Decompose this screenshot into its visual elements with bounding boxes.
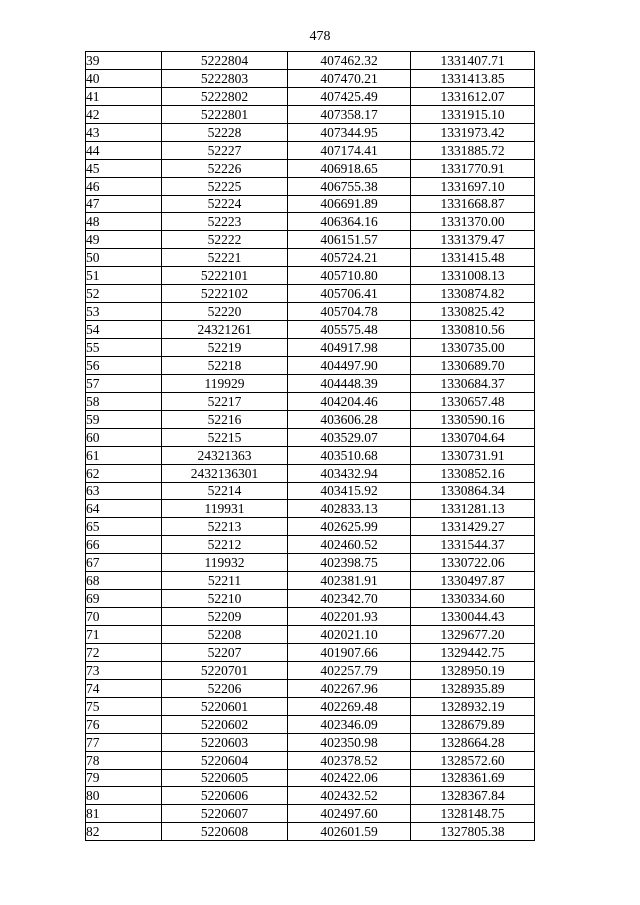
table-row: [86, 787, 535, 805]
row-number-cell: 70: [86, 608, 162, 626]
table-row: [86, 536, 535, 554]
x-coordinate-cell: 406918.65: [288, 159, 411, 177]
row-number-cell: 52: [86, 285, 162, 303]
row-number-cell: 81: [86, 805, 162, 823]
row-number-cell: 49: [86, 231, 162, 249]
x-coordinate-cell: 406755.38: [288, 177, 411, 195]
row-number-cell: 75: [86, 697, 162, 715]
x-coordinate-cell: 402460.52: [288, 536, 411, 554]
y-coordinate-cell: 1331612.07: [411, 87, 535, 105]
x-coordinate-cell: 403510.68: [288, 446, 411, 464]
y-coordinate-cell: 1330874.82: [411, 285, 535, 303]
y-coordinate-cell: 1331407.71: [411, 52, 535, 70]
y-coordinate-cell: 1329442.75: [411, 643, 535, 661]
table-row: [86, 751, 535, 769]
y-coordinate-cell: 1330864.34: [411, 482, 535, 500]
row-number-cell: 42: [86, 105, 162, 123]
point-id-cell: 52206: [162, 679, 288, 697]
point-id-cell: 5222804: [162, 52, 288, 70]
y-coordinate-cell: 1331668.87: [411, 195, 535, 213]
point-id-cell: 52224: [162, 195, 288, 213]
row-number-cell: 65: [86, 518, 162, 536]
table-row: [86, 141, 535, 159]
table-row: [86, 428, 535, 446]
y-coordinate-cell: 1331885.72: [411, 141, 535, 159]
y-coordinate-cell: 1331008.13: [411, 267, 535, 285]
y-coordinate-cell: 1331544.37: [411, 536, 535, 554]
y-coordinate-cell: 1329677.20: [411, 626, 535, 644]
point-id-cell: 52214: [162, 482, 288, 500]
point-id-cell: 5220608: [162, 823, 288, 841]
table-row: [86, 661, 535, 679]
table-row: [86, 356, 535, 374]
point-id-cell: 52222: [162, 231, 288, 249]
point-id-cell: 5222101: [162, 267, 288, 285]
page-number: 478: [309, 29, 331, 44]
y-coordinate-cell: 1331770.91: [411, 159, 535, 177]
table-row: [86, 697, 535, 715]
x-coordinate-cell: 405706.41: [288, 285, 411, 303]
x-coordinate-cell: 403606.28: [288, 410, 411, 428]
point-id-cell: 119931: [162, 500, 288, 518]
y-coordinate-cell: 1331413.85: [411, 69, 535, 87]
row-number-cell: 71: [86, 626, 162, 644]
point-id-cell: 5220603: [162, 733, 288, 751]
x-coordinate-cell: 402497.60: [288, 805, 411, 823]
point-id-cell: 24321363: [162, 446, 288, 464]
row-number-cell: 39: [86, 52, 162, 70]
table-row: [86, 464, 535, 482]
point-id-cell: 52226: [162, 159, 288, 177]
table-row: [86, 52, 535, 70]
point-id-cell: 52213: [162, 518, 288, 536]
x-coordinate-cell: 403415.92: [288, 482, 411, 500]
point-id-cell: 5220605: [162, 769, 288, 787]
x-coordinate-cell: 405575.48: [288, 321, 411, 339]
x-coordinate-cell: 407470.21: [288, 69, 411, 87]
row-number-cell: 63: [86, 482, 162, 500]
point-id-cell: 5222802: [162, 87, 288, 105]
point-id-cell: 119929: [162, 374, 288, 392]
y-coordinate-cell: 1328367.84: [411, 787, 535, 805]
y-coordinate-cell: 1331915.10: [411, 105, 535, 123]
row-number-cell: 72: [86, 643, 162, 661]
row-number-cell: 50: [86, 249, 162, 267]
point-id-cell: 52210: [162, 590, 288, 608]
table-row: [86, 590, 535, 608]
table-row: [86, 554, 535, 572]
point-id-cell: 52227: [162, 141, 288, 159]
point-id-cell: 52223: [162, 213, 288, 231]
y-coordinate-cell: 1331697.10: [411, 177, 535, 195]
point-id-cell: 52218: [162, 356, 288, 374]
table-row: [86, 303, 535, 321]
x-coordinate-cell: 407462.32: [288, 52, 411, 70]
x-coordinate-cell: 402381.91: [288, 572, 411, 590]
row-number-cell: 67: [86, 554, 162, 572]
table-row: [86, 231, 535, 249]
x-coordinate-cell: 402422.06: [288, 769, 411, 787]
row-number-cell: 82: [86, 823, 162, 841]
x-coordinate-cell: 402021.10: [288, 626, 411, 644]
point-id-cell: 2432136301: [162, 464, 288, 482]
point-id-cell: 52228: [162, 123, 288, 141]
y-coordinate-cell: 1330334.60: [411, 590, 535, 608]
table-row: [86, 823, 535, 841]
y-coordinate-cell: 1330590.16: [411, 410, 535, 428]
x-coordinate-cell: 407174.41: [288, 141, 411, 159]
x-coordinate-cell: 405704.78: [288, 303, 411, 321]
table-row: [86, 392, 535, 410]
y-coordinate-cell: 1331973.42: [411, 123, 535, 141]
x-coordinate-cell: 402378.52: [288, 751, 411, 769]
row-number-cell: 44: [86, 141, 162, 159]
point-id-cell: 5220607: [162, 805, 288, 823]
x-coordinate-cell: 403432.94: [288, 464, 411, 482]
coordinates-table-body: [86, 52, 535, 841]
row-number-cell: 66: [86, 536, 162, 554]
table-row: [86, 374, 535, 392]
table-row: [86, 285, 535, 303]
point-id-cell: 52207: [162, 643, 288, 661]
x-coordinate-cell: 402432.52: [288, 787, 411, 805]
y-coordinate-cell: 1330684.37: [411, 374, 535, 392]
x-coordinate-cell: 404448.39: [288, 374, 411, 392]
row-number-cell: 74: [86, 679, 162, 697]
table-row: [86, 482, 535, 500]
y-coordinate-cell: 1331379.47: [411, 231, 535, 249]
point-id-cell: 52209: [162, 608, 288, 626]
x-coordinate-cell: 406364.16: [288, 213, 411, 231]
row-number-cell: 64: [86, 500, 162, 518]
point-id-cell: 24321261: [162, 321, 288, 339]
x-coordinate-cell: 403529.07: [288, 428, 411, 446]
row-number-cell: 56: [86, 356, 162, 374]
table-row: [86, 626, 535, 644]
row-number-cell: 76: [86, 715, 162, 733]
row-number-cell: 45: [86, 159, 162, 177]
point-id-cell: 119932: [162, 554, 288, 572]
y-coordinate-cell: 1327805.38: [411, 823, 535, 841]
row-number-cell: 51: [86, 267, 162, 285]
point-id-cell: 52216: [162, 410, 288, 428]
x-coordinate-cell: 402625.99: [288, 518, 411, 536]
y-coordinate-cell: 1331281.13: [411, 500, 535, 518]
row-number-cell: 79: [86, 769, 162, 787]
row-number-cell: 48: [86, 213, 162, 231]
row-number-cell: 69: [86, 590, 162, 608]
row-number-cell: 53: [86, 303, 162, 321]
coordinates-table: [85, 51, 535, 841]
point-id-cell: 52215: [162, 428, 288, 446]
table-row: [86, 679, 535, 697]
row-number-cell: 55: [86, 339, 162, 357]
row-number-cell: 61: [86, 446, 162, 464]
y-coordinate-cell: 1328932.19: [411, 697, 535, 715]
point-id-cell: 5222102: [162, 285, 288, 303]
x-coordinate-cell: 402346.09: [288, 715, 411, 733]
y-coordinate-cell: 1330044.43: [411, 608, 535, 626]
x-coordinate-cell: 402833.13: [288, 500, 411, 518]
row-number-cell: 57: [86, 374, 162, 392]
row-number-cell: 40: [86, 69, 162, 87]
y-coordinate-cell: 1328361.69: [411, 769, 535, 787]
point-id-cell: 5222803: [162, 69, 288, 87]
point-id-cell: 5220604: [162, 751, 288, 769]
table-row: [86, 177, 535, 195]
point-id-cell: 5220701: [162, 661, 288, 679]
y-coordinate-cell: 1330657.48: [411, 392, 535, 410]
row-number-cell: 41: [86, 87, 162, 105]
table-row: [86, 195, 535, 213]
x-coordinate-cell: 407358.17: [288, 105, 411, 123]
y-coordinate-cell: 1328572.60: [411, 751, 535, 769]
y-coordinate-cell: 1330731.91: [411, 446, 535, 464]
table-row: [86, 105, 535, 123]
table-row: [86, 87, 535, 105]
x-coordinate-cell: 407425.49: [288, 87, 411, 105]
x-coordinate-cell: 402601.59: [288, 823, 411, 841]
row-number-cell: 58: [86, 392, 162, 410]
y-coordinate-cell: 1328148.75: [411, 805, 535, 823]
y-coordinate-cell: 1330810.56: [411, 321, 535, 339]
y-coordinate-cell: 1330852.16: [411, 464, 535, 482]
point-id-cell: 52212: [162, 536, 288, 554]
x-coordinate-cell: 402201.93: [288, 608, 411, 626]
x-coordinate-cell: 402269.48: [288, 697, 411, 715]
row-number-cell: 78: [86, 751, 162, 769]
point-id-cell: 5220601: [162, 697, 288, 715]
row-number-cell: 43: [86, 123, 162, 141]
table-row: [86, 572, 535, 590]
row-number-cell: 59: [86, 410, 162, 428]
y-coordinate-cell: 1330497.87: [411, 572, 535, 590]
x-coordinate-cell: 406151.57: [288, 231, 411, 249]
y-coordinate-cell: 1330689.70: [411, 356, 535, 374]
point-id-cell: 52208: [162, 626, 288, 644]
x-coordinate-cell: 407344.95: [288, 123, 411, 141]
y-coordinate-cell: 1331370.00: [411, 213, 535, 231]
y-coordinate-cell: 1328679.89: [411, 715, 535, 733]
y-coordinate-cell: 1331415.48: [411, 249, 535, 267]
table-row: [86, 339, 535, 357]
table-row: [86, 733, 535, 751]
table-row: [86, 123, 535, 141]
point-id-cell: 52220: [162, 303, 288, 321]
y-coordinate-cell: 1330825.42: [411, 303, 535, 321]
table-row: [86, 249, 535, 267]
x-coordinate-cell: 405710.80: [288, 267, 411, 285]
x-coordinate-cell: 402342.70: [288, 590, 411, 608]
row-number-cell: 68: [86, 572, 162, 590]
x-coordinate-cell: 401907.66: [288, 643, 411, 661]
y-coordinate-cell: 1328664.28: [411, 733, 535, 751]
x-coordinate-cell: 404204.46: [288, 392, 411, 410]
point-id-cell: 5220602: [162, 715, 288, 733]
x-coordinate-cell: 402257.79: [288, 661, 411, 679]
y-coordinate-cell: 1330735.00: [411, 339, 535, 357]
table-row: [86, 769, 535, 787]
table-row: [86, 69, 535, 87]
table-row: [86, 410, 535, 428]
y-coordinate-cell: 1328935.89: [411, 679, 535, 697]
x-coordinate-cell: 402350.98: [288, 733, 411, 751]
row-number-cell: 54: [86, 321, 162, 339]
table-row: [86, 446, 535, 464]
point-id-cell: 5220606: [162, 787, 288, 805]
point-id-cell: 5222801: [162, 105, 288, 123]
row-number-cell: 77: [86, 733, 162, 751]
row-number-cell: 62: [86, 464, 162, 482]
table-row: [86, 805, 535, 823]
table-row: [86, 213, 535, 231]
table-row: [86, 643, 535, 661]
x-coordinate-cell: 406691.89: [288, 195, 411, 213]
table-row: [86, 518, 535, 536]
x-coordinate-cell: 404497.90: [288, 356, 411, 374]
point-id-cell: 52217: [162, 392, 288, 410]
table-row: [86, 608, 535, 626]
table-row: [86, 500, 535, 518]
x-coordinate-cell: 405724.21: [288, 249, 411, 267]
row-number-cell: 73: [86, 661, 162, 679]
y-coordinate-cell: 1331429.27: [411, 518, 535, 536]
row-number-cell: 47: [86, 195, 162, 213]
point-id-cell: 52219: [162, 339, 288, 357]
table-row: [86, 321, 535, 339]
y-coordinate-cell: 1328950.19: [411, 661, 535, 679]
point-id-cell: 52211: [162, 572, 288, 590]
table-row: [86, 159, 535, 177]
y-coordinate-cell: 1330704.64: [411, 428, 535, 446]
row-number-cell: 46: [86, 177, 162, 195]
x-coordinate-cell: 404917.98: [288, 339, 411, 357]
row-number-cell: 60: [86, 428, 162, 446]
row-number-cell: 80: [86, 787, 162, 805]
table-row: [86, 715, 535, 733]
x-coordinate-cell: 402398.75: [288, 554, 411, 572]
table-row: [86, 267, 535, 285]
x-coordinate-cell: 402267.96: [288, 679, 411, 697]
y-coordinate-cell: 1330722.06: [411, 554, 535, 572]
point-id-cell: 52221: [162, 249, 288, 267]
point-id-cell: 52225: [162, 177, 288, 195]
